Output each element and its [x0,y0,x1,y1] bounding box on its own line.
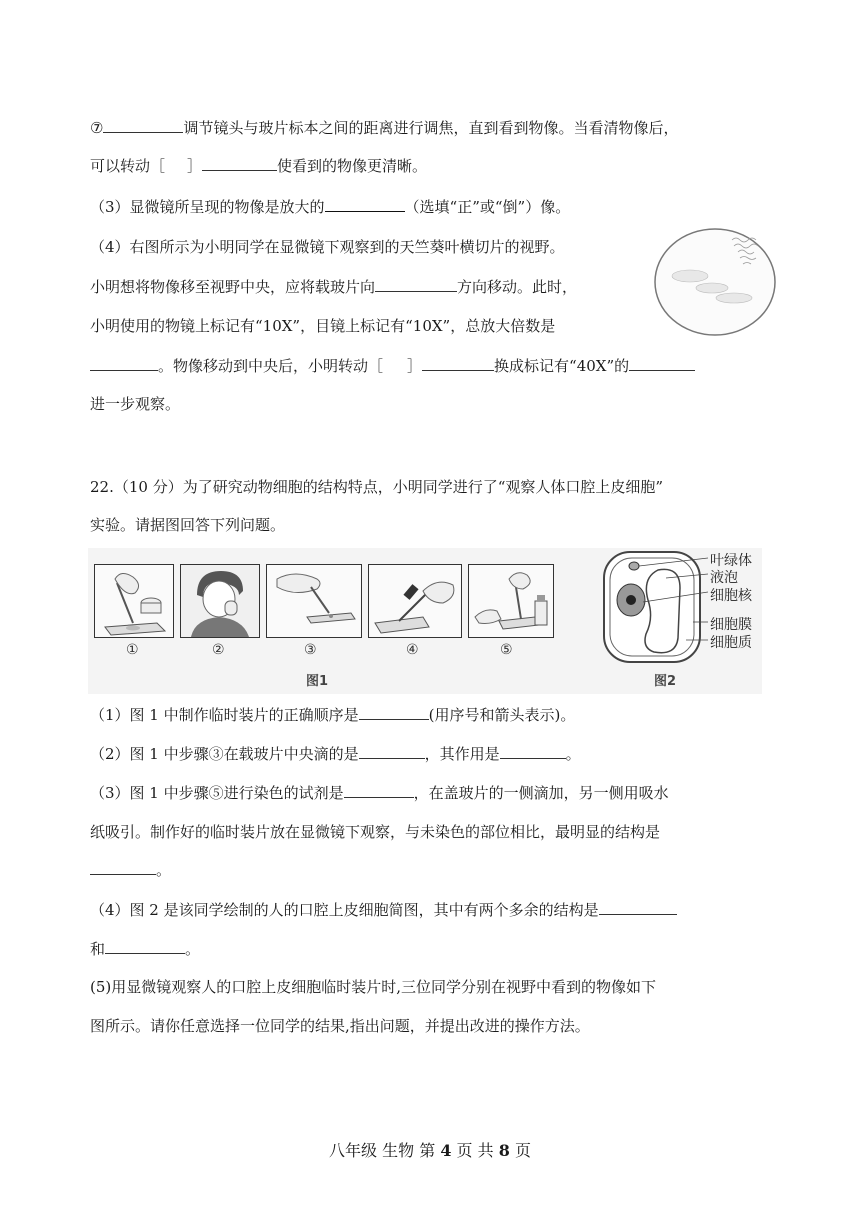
q22-sub-4-line-1: （4）图 2 是该同学绘制的人的口腔上皮细胞简图，其中有两个多余的结构是 [90,900,677,920]
fig2-label-membrane: 细胞膜 [710,617,752,633]
fig2-label-vacuole: 液泡 [710,570,738,586]
q22-sub-2: （2）图 1 中步骤③在载玻片中央滴的是 ，其作用是 。 [90,745,581,763]
q22-sub-3-line-2: 纸吸引。制作好的临时装片放在显微镜下观察，与未染色的部位相比，最明显的结构是 [90,823,661,841]
fig1-step-label-3: ③ [304,642,317,658]
answer-blank[interactable] [500,744,566,759]
fig2-label-nucleus: 细胞核 [710,588,752,604]
answer-blank[interactable] [375,277,457,292]
q22-sub-3-line-1: （3）图 1 中步骤⑤进行染色的试剂是 ，在盖玻片的一侧滴加，另一侧用吸水 [90,784,669,802]
q21-line-8: 可以转动［ ］ 使看到的物像更清晰。 [90,157,428,175]
answer-blank[interactable] [90,356,158,371]
fig1-caption: 图1 [306,674,329,689]
answer-blank[interactable] [105,939,185,954]
fig1-panel-1 [94,564,174,638]
answer-blank[interactable] [90,860,156,875]
answer-blank[interactable] [103,118,183,133]
fig1-step-label-5: ⑤ [500,642,513,658]
q22-sub-5-line-2: 图所示。请你任意选择一位同学的结果,指出问题，并提出改进的操作方法。 [90,1017,590,1035]
answer-blank[interactable] [359,744,425,759]
fig1-panel-5 [468,564,554,638]
q21-part-4-line-3: 小明使用的物镜上标记有“10X”，目镜上标记有“10X”，总放大倍数是 [90,317,556,335]
q22-sub-3-line-3: 。 [90,860,171,880]
fig2-label-chloroplast: 叶绿体 [710,553,752,569]
answer-blank[interactable] [422,356,494,371]
fig1-step-label-1: ① [126,642,139,658]
page-footer: 八年级 生物 第 4 页 共 8 页 [329,1141,531,1160]
q21-part-4-line-2: 小明想将物像移至视野中央，应将载玻片向 方向移动。此时， [90,278,578,296]
answer-blank[interactable] [599,900,677,915]
fig2-label-cytoplasm: 细胞质 [710,635,752,651]
figure-area [88,548,762,694]
fig1-panel-4 [368,564,462,638]
q22-intro-line-1: 22.（10 分）为了研究动物细胞的结构特点，小明同学进行了“观察人体口腔上皮细胞” [90,478,664,496]
answer-blank[interactable] [629,356,695,371]
fig1-panel-3 [266,564,362,638]
fig1-panel-2 [180,564,260,638]
q22-sub-5-line-1: (5)用显微镜观察人的口腔上皮细胞临时装片时,三位同学分别在视野中看到的物像如下 [90,978,657,996]
q21-part-4-line-1: （4）右图所示为小明同学在显微镜下观察到的天竺葵叶横切片的视野。 [90,238,565,256]
q22-sub-4-line-2: 和 。 [90,940,201,958]
answer-blank[interactable] [344,783,414,798]
q22-sub-1: （1）图 1 中制作临时装片的正确顺序是 (用序号和箭头表示)。 [90,706,576,724]
step-7-marker: ⑦ [90,119,104,137]
fig1-step-label-4: ④ [406,642,419,658]
q22-intro-line-2: 实验。请据图回答下列问题。 [90,516,286,534]
answer-blank[interactable] [359,705,429,720]
microscope-field-view-image [650,226,780,338]
q21-line-7: ⑦ 调节镜头与玻片标本之间的距离进行调焦，直到看到物像。当看清物像后， [90,119,679,137]
answer-blank[interactable] [325,197,405,212]
q21-part-4-line-5: 进一步观察。 [90,395,181,413]
fig2-caption: 图2 [654,674,677,689]
q21-part-3: （3）显微镜所呈现的物像是放大的 （选填“正”或“倒”）像。 [90,198,571,216]
q21-part-4-line-4: 。物像移动到中央后，小明转动［ ］ 换成标记有“40X”的 [90,356,695,376]
answer-blank[interactable] [202,156,277,171]
fig1-step-label-2: ② [212,642,225,658]
fig2-cell-diagram [598,548,708,666]
